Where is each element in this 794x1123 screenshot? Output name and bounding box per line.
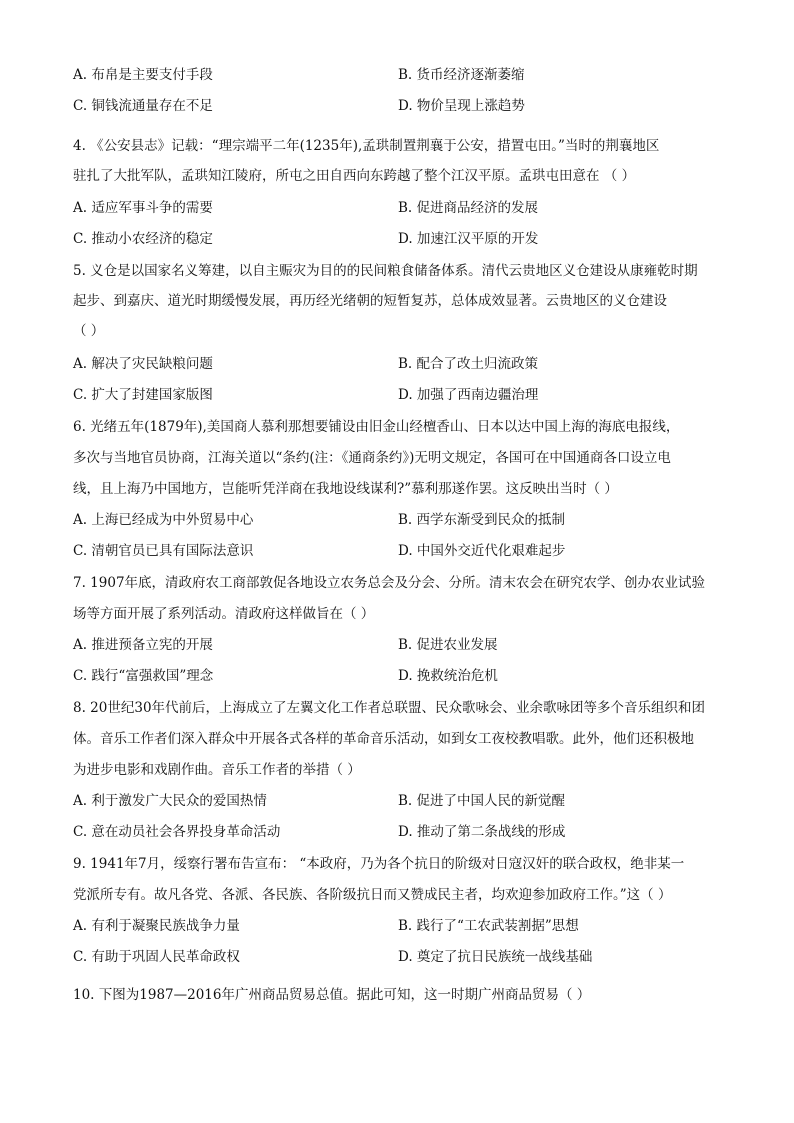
q10-stem-line-1: 10. 下图为1987—2016年广州商品贸易总值。据此可知，这一时期广州商品贸易（ ）: [73, 987, 591, 1003]
q7-option-b: B. 促进农业发展: [398, 637, 498, 653]
q7-stem-line-2: 场等方面开展了系列活动。清政府这样做旨在（ ）: [73, 606, 375, 622]
q7-option-d: D. 挽救统治危机: [398, 668, 498, 684]
q5-stem-line-2: 起步、到嘉庆、道光时期缓慢发展，再历经光绪朝的短暂复苏，总体成效显著。云贵地区的义仓建设: [73, 293, 667, 309]
q3-option-d: D. 物价呈现上涨趋势: [398, 98, 525, 114]
q8-option-c: C. 意在动员社会各界投身革命活动: [73, 824, 281, 840]
q8-stem-line-1: 8. 20世纪30年代前后，上海成立了左翼文化工作者总联盟、民众歌咏会、业余歌咏团等多个音乐组织和团: [73, 700, 706, 716]
q5-option-c: C. 扩大了封建国家版图: [73, 387, 213, 403]
q3-option-b: B. 货币经济逐渐萎缩: [398, 67, 525, 83]
q9-option-d: D. 奠定了抗日民族统一战线基础: [398, 949, 593, 965]
q5-stem-line-3: （ ）: [73, 323, 105, 339]
q4-option-b: B. 促进商品经济的发展: [398, 200, 539, 216]
q9-option-a: A. 有利于凝聚民族战争力量: [73, 918, 240, 934]
q6-stem-line-2: 多次与当地官员协商，江海关道以“条约(注：《通商条约》)无明文规定，各国可在中国通商各口设立电: [73, 450, 671, 466]
q7-option-a: A. 推进预备立宪的开展: [73, 637, 213, 653]
q7-option-c: C. 践行“富强救国”理念: [73, 668, 214, 684]
q8-option-b: B. 促进了中国人民的新觉醒: [398, 793, 566, 809]
q5-option-a: A. 解决了灾民缺粮问题: [73, 356, 213, 372]
q6-option-d: D. 中国外交近代化艰难起步: [398, 543, 566, 559]
q5-stem-line-1: 5. 义仓是以国家名义筹建，以自主赈灾为目的的民间粮食储备体系。清代云贵地区义仓建设从康雍乾时期: [73, 263, 698, 279]
q4-option-d: D. 加速江汉平原的开发: [398, 231, 539, 247]
q6-stem-line-1: 6. 光绪五年(1879年),美国商人慕利那想要铺设由旧金山经檀香山、日本以达中国上海的海底电报线，: [73, 419, 680, 435]
q4-option-a: A. 适应军事斗争的需要: [73, 200, 213, 216]
q9-option-b: B. 践行了“工农武装割据”思想: [398, 918, 579, 934]
q9-stem-line-2: 党派所专有。故凡各党、各派、各民族、各阶级抗日而又赞成民主者，均欢迎参加政府工作。”这（ ）: [73, 887, 672, 903]
q8-stem-line-3: 为进步电影和戏剧作曲。音乐工作者的举措（ ）: [73, 762, 361, 778]
q8-option-a: A. 利于激发广大民众的爱国热情: [73, 793, 267, 809]
q9-option-c: C. 有助于巩固人民革命政权: [73, 949, 240, 965]
q6-option-b: B. 西学东渐受到民众的抵制: [398, 512, 566, 528]
q5-option-b: B. 配合了改土归流政策: [398, 356, 539, 372]
q8-option-d: D. 推动了第二条战线的形成: [398, 824, 566, 840]
q6-option-a: A. 上海已经成为中外贸易中心: [73, 512, 254, 528]
q3-option-c: C. 铜钱流通量存在不足: [73, 98, 213, 114]
q4-option-c: C. 推动小农经济的稳定: [73, 231, 213, 247]
q4-stem-line-2: 驻扎了大批军队，孟珙知江陵府，所屯之田自西向东跨越了整个江汉平原。孟珙屯田意在 （ ）: [73, 168, 636, 184]
q9-stem-line-1: 9. 1941年7月，绥察行署布告宣布： “本政府，乃为各个抗日的阶级对日寇汉奸的联合政权，绝非某一: [73, 856, 685, 872]
q6-option-c: C. 清朝官员已具有国际法意识: [73, 543, 254, 559]
q5-option-d: D. 加强了西南边疆治理: [398, 387, 539, 403]
q6-stem-line-3: 线，且上海乃中国地方，岂能听凭洋商在我地设线谋利?”慕利那遂作罢。这反映出当时（ ）: [73, 481, 618, 497]
q7-stem-line-1: 7. 1907年底，清政府农工商部敦促各地设立农务总会及分会、分所。清末农会在研究农学、创办农业试验: [73, 575, 706, 591]
q4-stem-line-1: 4. 《公安县志》记载：“理宗端平二年(1235年),孟珙制置荆襄于公安，措置屯田。”当时的荆襄地区: [73, 138, 660, 154]
q8-stem-line-2: 体。音乐工作者们深入群众中开展各式各样的革命音乐活动，如到女工夜校教唱歌。此外，他们还积极地: [73, 731, 694, 747]
q3-option-a: A. 布帛是主要支付手段: [73, 67, 213, 83]
